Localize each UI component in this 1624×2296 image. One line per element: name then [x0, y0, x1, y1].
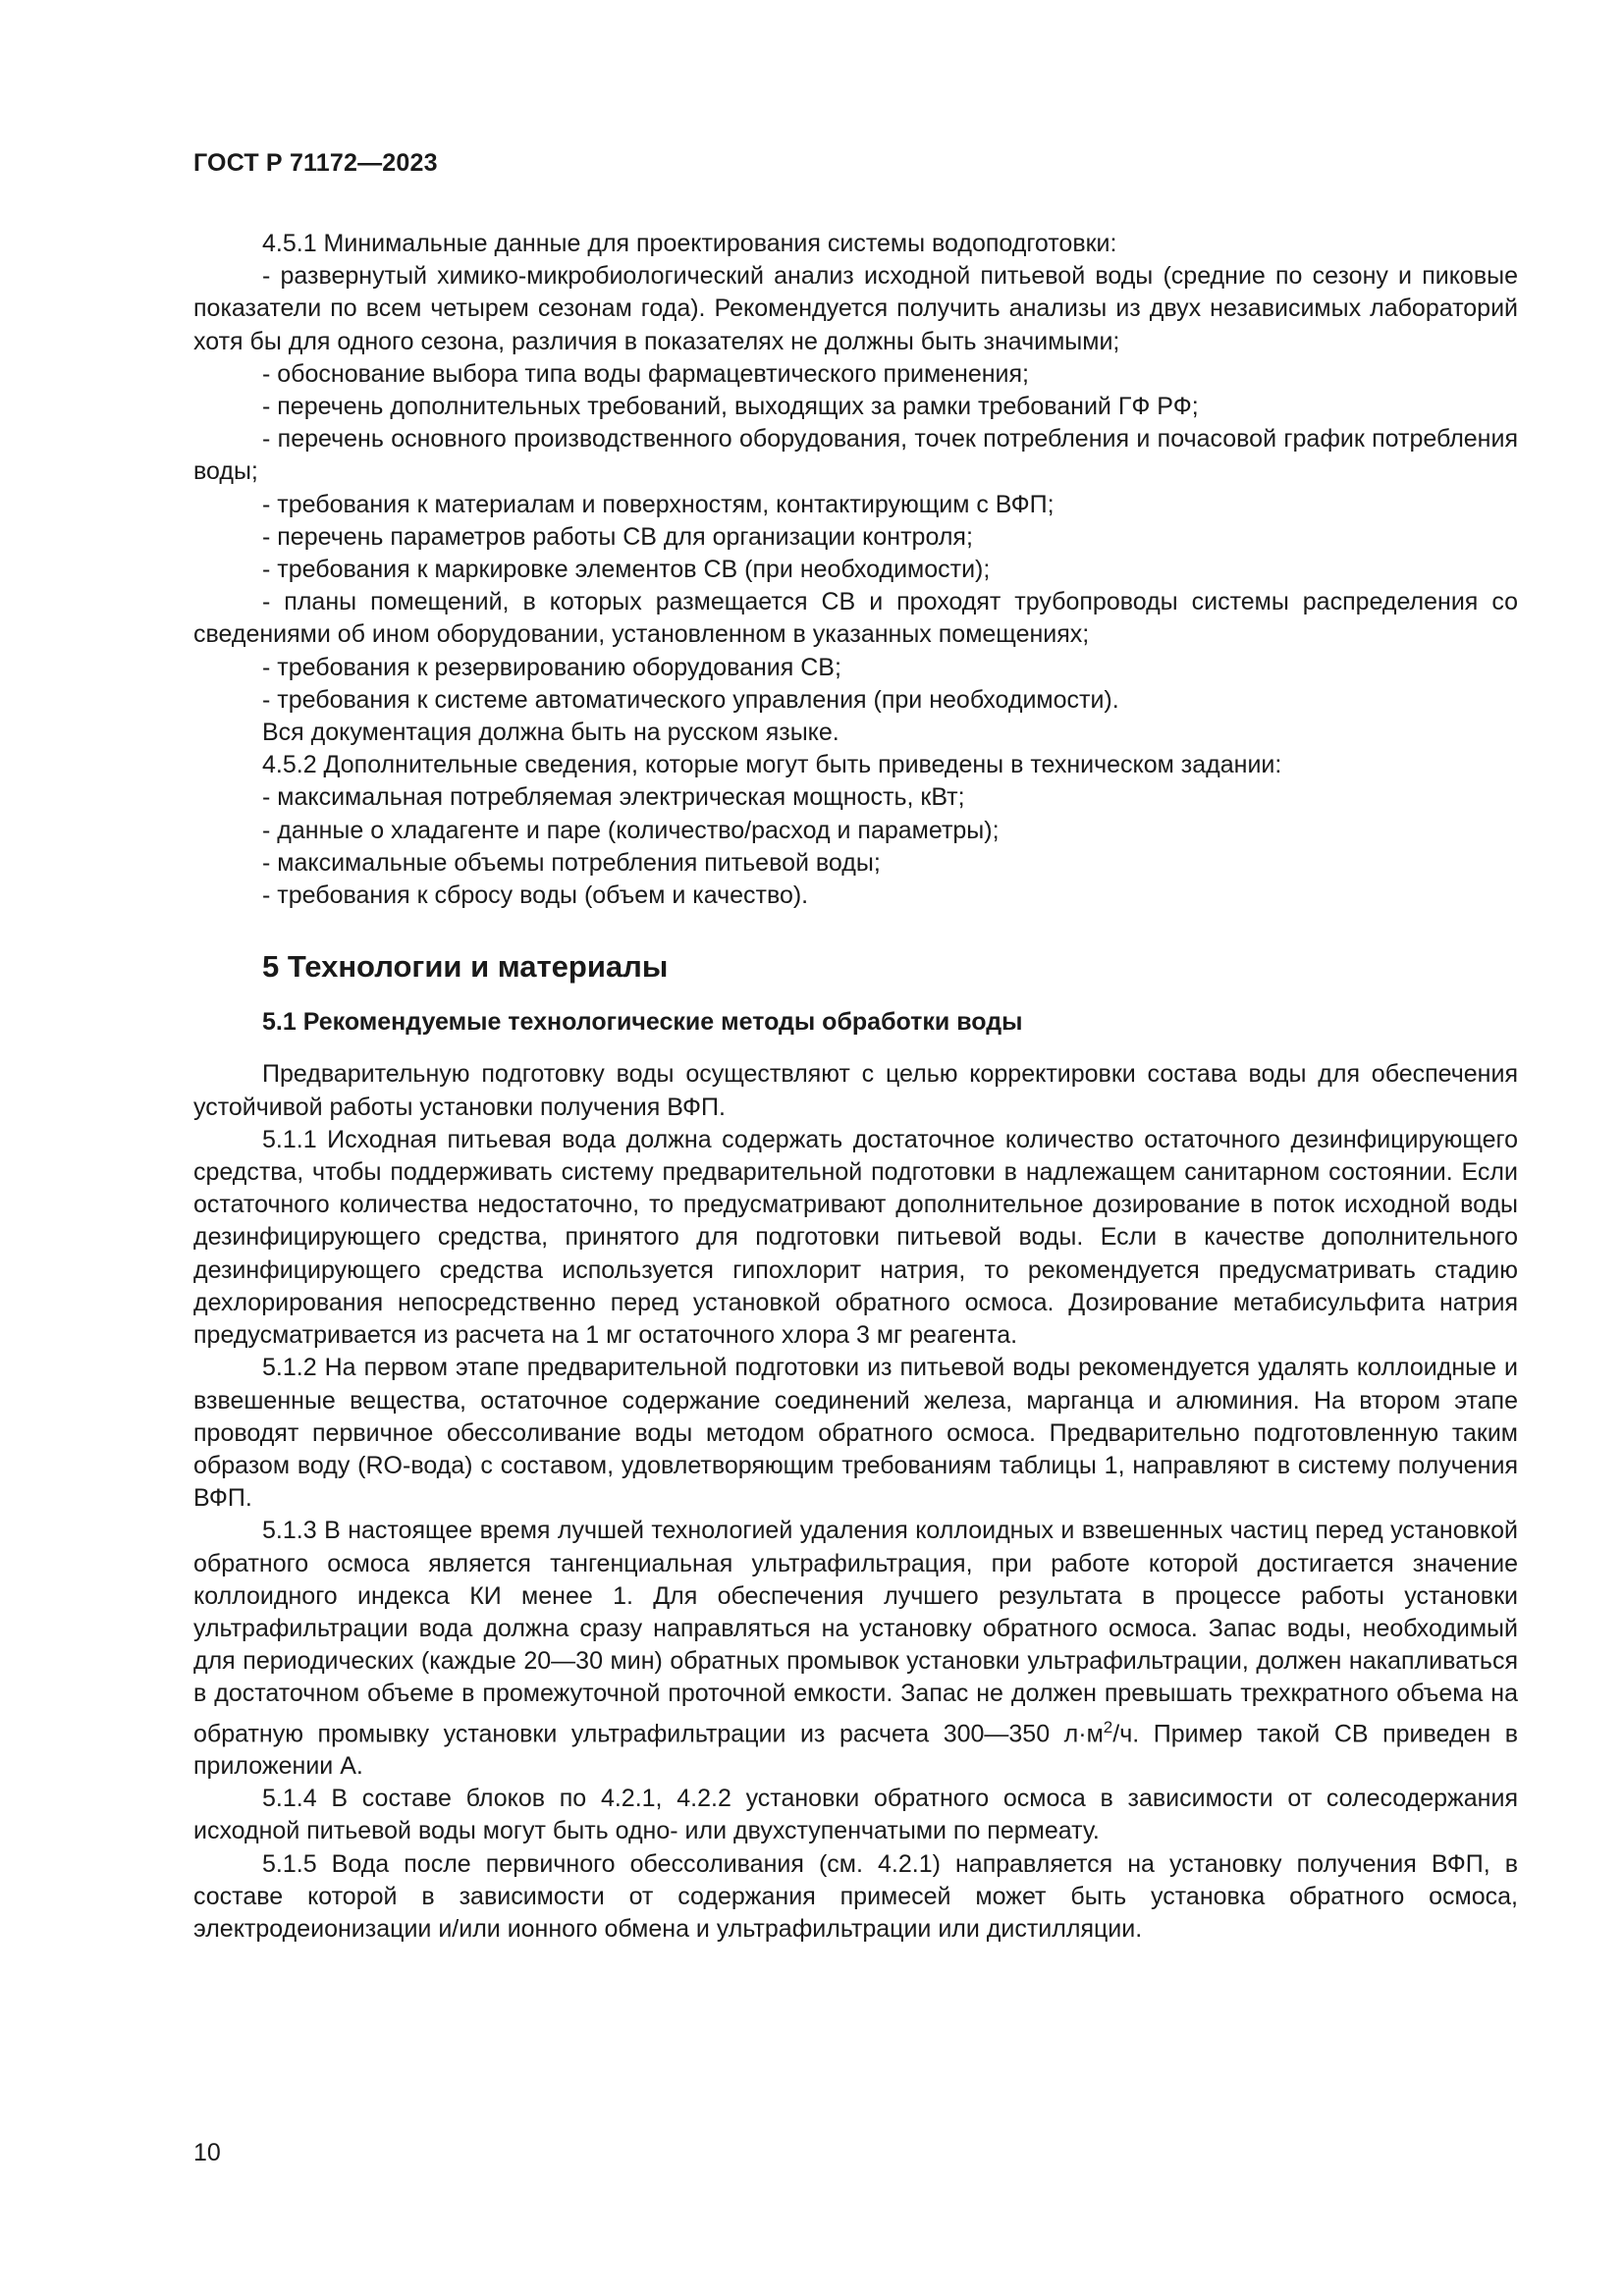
clause-5-1-3-text-end: /ч. Пример такой СВ приведен в приложении А. [193, 1719, 1518, 1781]
list-item: - обоснование выбора типа воды фармацевтического применения; [262, 359, 1030, 388]
clause-4-5-2-intro: 4.5.2 Дополнительные сведения, которые могут быть приведены в техническом задании: [262, 751, 1282, 779]
list-item: - планы помещений, в которых размещается СВ и проходят трубопроводы системы распределения со сведениями об ином оборудовании, установленном в указанных помещениях; [193, 588, 1518, 649]
list-item: - перечень параметров работы СВ для организации контроля; [262, 522, 973, 551]
list-item: - требования к системе автоматического управления (при необходимости). [262, 685, 1119, 714]
clause-5-1-2: 5.1.2 На первом этапе предварительной подготовки из питьевой воды рекомендуется удалять коллоидные и взвешенные вещества, остаточное содержание соединений железа, марганца и алюминия. На втором этапе проводят первичное обессоливание воды методом обратного осмоса. Предварительно подготовленную таким образом воду (RO-вода) с составом, удовлетворяющим требованиям таблицы 1, направляют в систему получения ВФП. [193, 1354, 1518, 1513]
page-number: 10 [193, 2139, 221, 2166]
clause-5-1-5: 5.1.5 Вода после первичного обессоливания (см. 4.2.1) направляется на установку получения ВФП, в составе которой в зависимости от содержания примесей может быть установка обратного осмоса, электродеионизации и/или ионного обмена и ультрафильтрации или дистилляции. [193, 1849, 1518, 1944]
section-5-heading: 5 Технологии и материалы [262, 949, 669, 985]
list-item: - максимальные объемы потребления питьевой воды; [262, 848, 881, 877]
section-5-1-intro: Предварительную подготовку воды осуществляют с целью корректировки состава воды для обеспечения устойчивой работы установки получения ВФП. [193, 1060, 1518, 1121]
superscript-exponent: 2 [1103, 1717, 1113, 1736]
list-item: - данные о хладагенте и паре (количество/расход и параметры); [262, 816, 1000, 844]
list-item: - требования к резервированию оборудования СВ; [262, 653, 841, 681]
list-item: - развернутый химико-микробиологический анализ исходной питьевой воды (средние по сезону и пиковые показатели по всем четырем сезонам года). Рекомендуется получить анализы из двух независимых лабораторий хотя бы для одного сезона, различия в показателях не должны быть значимыми; [193, 262, 1518, 355]
clause-5-1-1: 5.1.1 Исходная питьевая вода должна содержать достаточное количество остаточного дезинфицирующего средства, чтобы поддерживать систему предварительной подготовки в надлежащем санитарном состоянии. Если остаточного количества недостаточно, то предусматривают дополнительное дозирование в поток исходной воды дезинфицирующего средства, принятого для подготовки питьевой воды. Если в качестве дополнительного дезинфицирующего средства используется гипохлорит натрия, то рекомендуется предусматривать стадию дехлорирования непосредственно перед установкой обратного осмоса. Дозирование метабисульфита натрия предусматривается из расчета на 1 мг остаточного хлора 3 мг реагента. [193, 1125, 1518, 1350]
clause-5-1-3 [193, 1515, 1518, 1783]
list-item: - требования к сбросу воды (объем и качество). [262, 881, 809, 910]
document-code-header: ГОСТ Р 71172—2023 [193, 149, 438, 177]
page-body [193, 228, 1518, 1946]
clause-4-5-1-intro: 4.5.1 Минимальные данные для проектирования системы водоподготовки: [262, 230, 1117, 257]
list-item: - требования к маркировке элементов СВ (при необходимости); [262, 556, 991, 584]
clause-5-1-3-text: 5.1.3 В настоящее время лучшей технологией удаления коллоидных и взвешенных частиц перед установкой обратного осмоса является тангенциальная ультрафильтрация, при работе которой достигается значение коллоидного индекса КИ менее 1. Для обеспечения лучшего результата в процессе работы установки ультрафильтрации вода должна сразу направляться на установку обратного осмоса. Запас воды, необходимый для периодических (каждые 20—30 мин) обратных промывок установки ультрафильтрации, должен накапливаться в достаточном объеме в промежуточной проточной емкости. Запас не должен превышать трехкратного объема на обратную промывку установки ультрафильтрации из расчета 300—350 л·м [193, 1517, 1518, 1747]
language-note: Вся документация должна быть на русском языке. [262, 719, 839, 747]
clause-5-1-4: 5.1.4 В составе блоков по 4.2.1, 4.2.2 установки обратного осмоса в зависимости от солесодержания исходной питьевой воды могут быть одно- или двухступенчатыми по пермеату. [193, 1785, 1518, 1845]
list-item: - перечень дополнительных требований, выходящих за рамки требований ГФ РФ; [262, 393, 1199, 421]
list-item: - перечень основного производственного оборудования, точек потребления и почасовой график потребления воды; [193, 425, 1518, 486]
list-item: - максимальная потребляемая электрическая мощность, кВт; [262, 783, 965, 812]
list-item: - требования к материалам и поверхностям, контактирующим с ВФП; [262, 490, 1055, 518]
subsection-5-1-heading: 5.1 Рекомендуемые технологические методы обработки воды [262, 1008, 1023, 1037]
